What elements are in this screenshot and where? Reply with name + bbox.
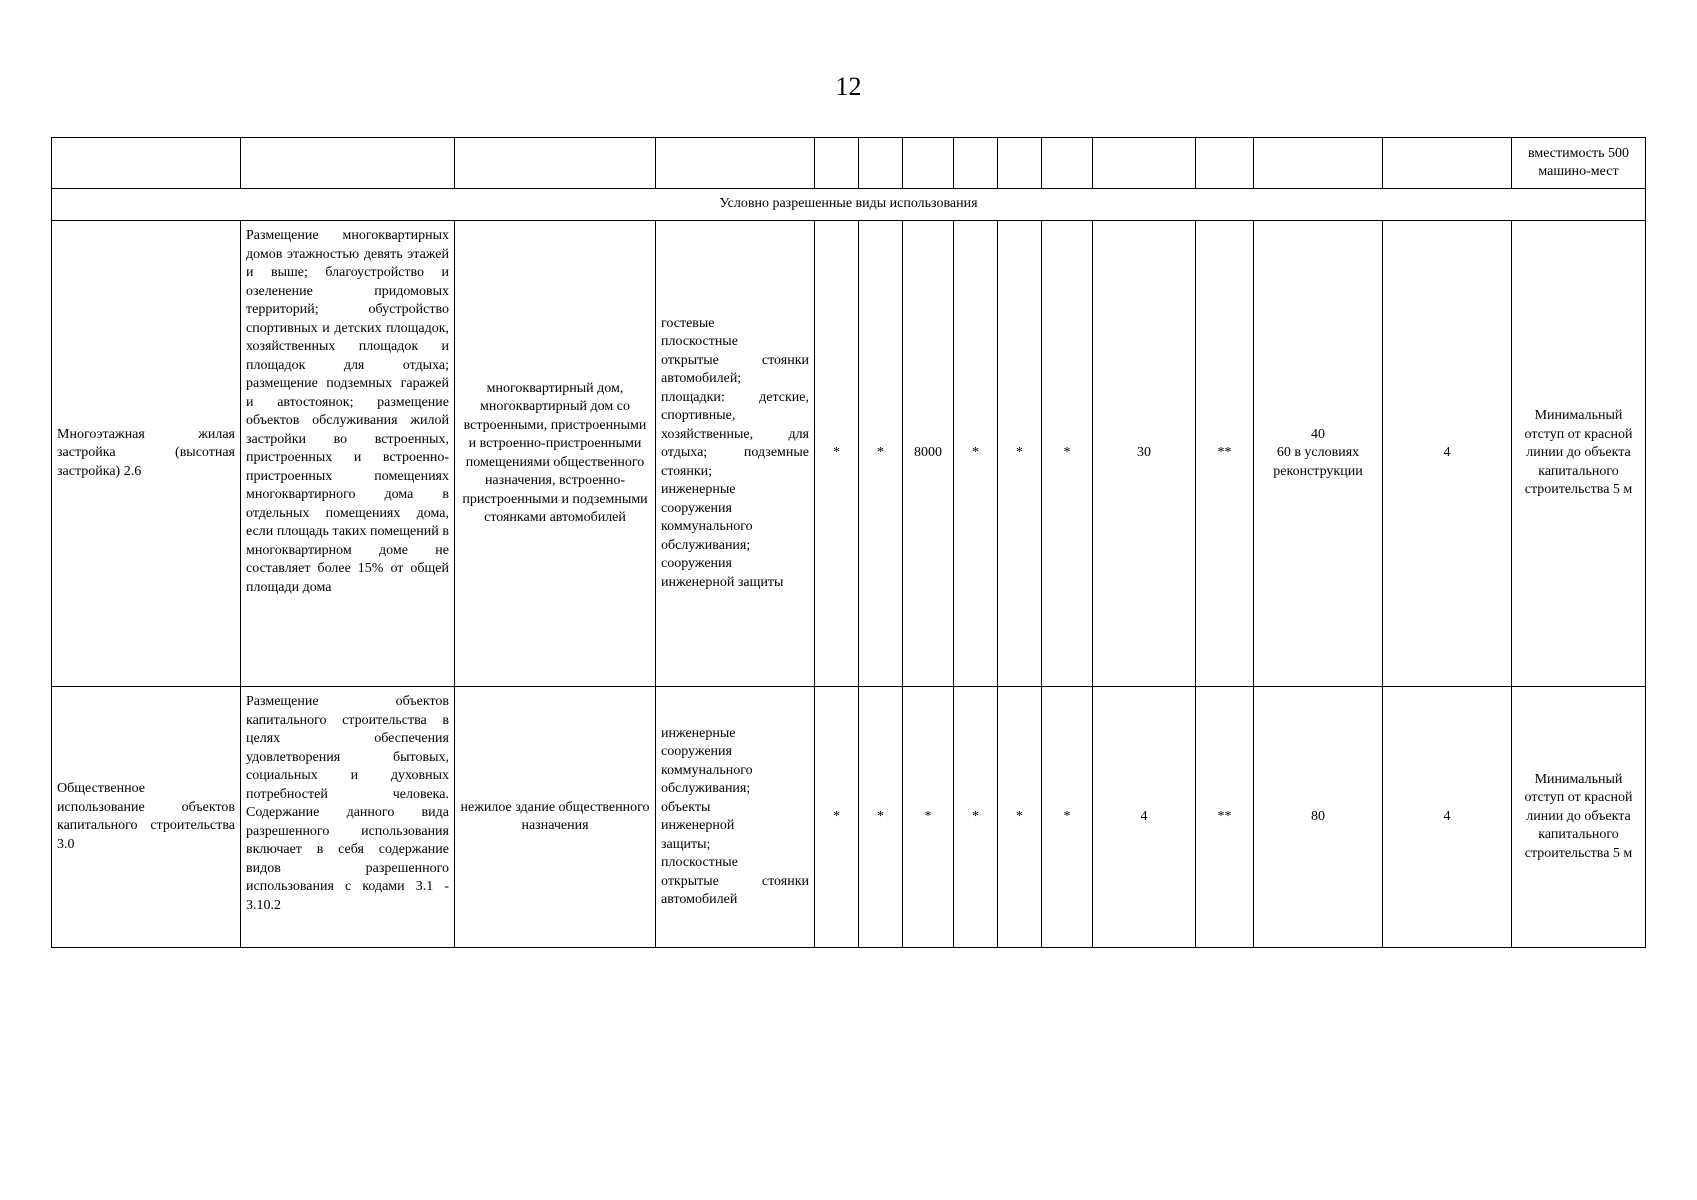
table-cell	[455, 138, 656, 189]
table-row	[52, 221, 1646, 687]
param-cell: *	[1042, 221, 1093, 687]
table-cell	[241, 138, 455, 189]
table-cell	[1196, 138, 1254, 189]
table-cell	[1254, 138, 1383, 189]
param-cell: **	[1196, 687, 1254, 948]
table-cell	[954, 138, 998, 189]
setback-note: Минимальный отступ от красной линии до объекта капитального строительства 5 м	[1512, 687, 1646, 948]
param-cell: *	[1042, 687, 1093, 948]
section-header-row	[52, 189, 1646, 221]
param-cell: 4	[1383, 221, 1512, 687]
param-cell: 4	[1093, 687, 1196, 948]
param-cell: *	[903, 687, 954, 948]
table-cell	[815, 138, 859, 189]
use-type-name: Многоэтажная жилая застройка (высотная застройка) 2.6	[52, 221, 241, 687]
param-cell: 30	[1093, 221, 1196, 687]
param-cell: 40 60 в условиях реконструкции	[1254, 221, 1383, 687]
param-cell: 80	[1254, 687, 1383, 948]
table-cell	[998, 138, 1042, 189]
param-cell: *	[815, 221, 859, 687]
param-cell: *	[954, 687, 998, 948]
param-cell: 4	[1383, 687, 1512, 948]
param-cell: *	[815, 687, 859, 948]
capacity-note: вместимость 500 машино-мест	[1512, 138, 1646, 189]
table-cell	[859, 138, 903, 189]
table-cell	[903, 138, 954, 189]
use-type-name: Общественное использование объектов капитального строительства 3.0	[52, 687, 241, 948]
setback-note: Минимальный отступ от красной линии до объекта капитального строительства 5 м	[1512, 221, 1646, 687]
page-number: 12	[835, 72, 862, 101]
table-cell	[1383, 138, 1512, 189]
auxiliary-objects: инженерные сооружения коммунального обслуживания; объекты инженерной защиты; плоскостные открытые стоянки автомобилей	[656, 687, 815, 948]
table-row	[52, 687, 1646, 948]
param-cell: 8000	[903, 221, 954, 687]
use-type-description: Размещение многоквартирных домов этажностью девять этажей и выше; благоустройство и озеленение придомовых территорий; обустройство спортивных и детских площадок, хозяйственных площадок и площадок для отдыха; размещение подземных гаражей и автостоянок; размещение объектов обслуживания жилой застройки во встроенных, пристроенных и встроенно-пристроенных помещениях многоквартирного дома в отдельных помещениях дома, если площадь таких помещений в многоквартирном доме не составляет более 15% от общей площади дома	[241, 221, 455, 687]
param-cell: **	[1196, 221, 1254, 687]
auxiliary-objects: гостевые плоскостные открытые стоянки автомобилей; площадки: детские, спортивные, хозяйственные, для отдыха; подземные стоянки; инженерные сооружения коммунального обслуживания; сооружения инженерной защиты	[656, 221, 815, 687]
table-cell	[656, 138, 815, 189]
param-cell: *	[859, 687, 903, 948]
use-type-description: Размещение объектов капитального строительства в целях обеспечения удовлетворения бытовых, социальных и духовных потребностей человека. Содержание данного вида разрешенного использования включает в себя содержание видов разрешенного использования с кодами 3.1 - 3.10.2	[241, 687, 455, 948]
table-cell	[52, 138, 241, 189]
section-header: Условно разрешенные виды использования	[52, 189, 1646, 221]
param-cell: *	[998, 221, 1042, 687]
table-cell	[1042, 138, 1093, 189]
main-object: многоквартирный дом, многоквартирный дом со встроенными, пристроенными и встроенно-пристроенными помещениями общественного назначения, встроенно-пристроенными и подземными стоянками автомобилей	[455, 221, 656, 687]
table-cell	[1093, 138, 1196, 189]
param-cell: *	[954, 221, 998, 687]
zoning-table	[51, 137, 1646, 948]
param-cell: *	[859, 221, 903, 687]
main-object: нежилое здание общественного назначения	[455, 687, 656, 948]
param-cell: *	[998, 687, 1042, 948]
table-row-continuation	[52, 138, 1646, 189]
